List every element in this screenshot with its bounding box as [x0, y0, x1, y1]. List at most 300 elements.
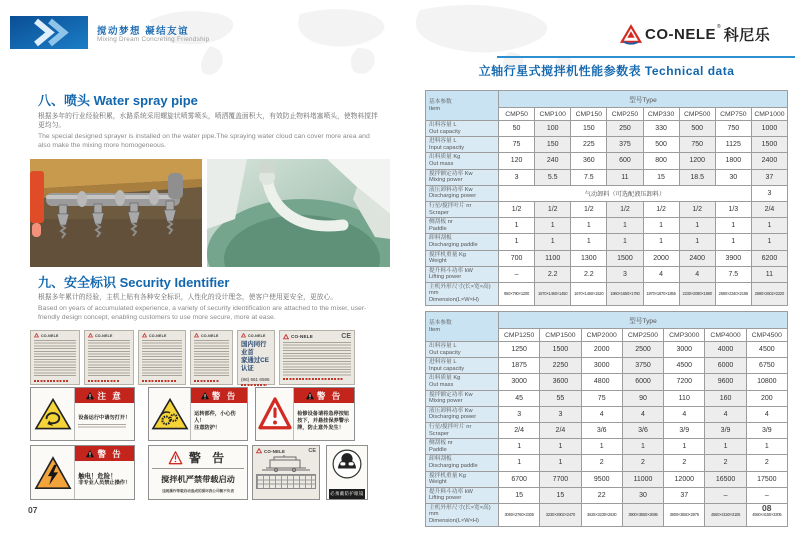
table-cell: 1 [751, 234, 787, 250]
page-number-right: 08 [762, 503, 772, 513]
table-cell: 1 [540, 439, 581, 455]
table-cell: 1 [499, 439, 540, 455]
table-cell: 1500 [540, 342, 581, 358]
no-load-sub-text: 违规操作带载启动造成的损坏我公司概不负责 [162, 489, 234, 493]
table-cell: 7.5 [715, 266, 751, 282]
table-cell: 6200 [751, 250, 787, 266]
alert-triangle-icon [306, 392, 314, 400]
warning-header: 注 意 [97, 390, 123, 401]
table-cell: 1 [535, 218, 571, 234]
warning-no-load-start [148, 445, 248, 500]
table-cell: 4560×4150×3305 [746, 503, 787, 526]
warning-service-stop [255, 387, 355, 441]
table-cell: 2000 [581, 342, 622, 358]
nameplate-4 [190, 330, 233, 385]
table-cell: – [499, 266, 535, 282]
table-cell: 1100 [535, 250, 571, 266]
model-header: CMP330 [643, 108, 679, 121]
row-label: 出料质量 Kg Out mass [426, 153, 499, 169]
row-label: 出料容量 L Out capacity [426, 342, 499, 358]
table-cell: 1 [679, 218, 715, 234]
table-cell: 4 [664, 406, 705, 422]
brand-logo [620, 24, 770, 45]
table-cell: 6000 [705, 358, 746, 374]
table-cell: 15 [499, 487, 540, 503]
table-cell: 700 [499, 250, 535, 266]
warning-text: 设备运行中请勿打开！ [78, 414, 131, 421]
plate-logo-icon [88, 333, 93, 338]
model-header: CMP100 [535, 108, 571, 121]
table-cell: 1/2 [499, 201, 535, 217]
plate-logo-icon [194, 333, 199, 338]
model-header: CMP4000 [705, 329, 746, 342]
table-cell: 18.5 [679, 169, 715, 185]
table-cell: 22 [581, 487, 622, 503]
table-cell: 3000 [664, 342, 705, 358]
table-cell: 1 [571, 218, 607, 234]
goggles-icon [332, 449, 362, 479]
table-cell: 600 [607, 153, 643, 169]
table-cell: 1 [607, 234, 643, 250]
table-cell: 16500 [705, 471, 746, 487]
table-cell: 3230×2902×2470 [540, 503, 581, 526]
warning-electric-shock [30, 445, 135, 500]
model-header: CMP2500 [622, 329, 663, 342]
table-cell: 3 [751, 185, 787, 201]
table-cell: 3 [499, 406, 540, 422]
table-cell: 45 [499, 390, 540, 406]
row-label: 主机外形尺寸(长×宽×高) mm Dimension(L×W×H) [426, 282, 499, 305]
table-cell: 30 [622, 487, 663, 503]
table-cell: 2 [622, 455, 663, 471]
table-cell: 1 [499, 455, 540, 471]
table-cell: 1000 [751, 121, 787, 137]
slogan-en: Mixing Dream Concreting Friendship [97, 36, 210, 43]
table-cell: 17500 [746, 471, 787, 487]
table-cell: 1/2 [643, 201, 679, 217]
row-label: 液压卸料功率 Kw Discharging power [426, 185, 499, 201]
exclamation-triangle-icon [168, 451, 183, 465]
table-cell: 5.5 [535, 169, 571, 185]
company-logo-mark [10, 16, 88, 49]
table-cell: 4 [622, 406, 663, 422]
table-cell: 2/4 [499, 422, 540, 438]
table-cell: 4 [746, 406, 787, 422]
table-cell: 2580×2340×2195 [715, 282, 751, 305]
warning-text: 注意防护！ [194, 425, 221, 431]
model-header: CMP50 [499, 108, 535, 121]
warning-text: 检修设备请将急停按钮 [297, 411, 350, 417]
table-cell: 15 [540, 487, 581, 503]
table-cell: 4500 [746, 342, 787, 358]
table-cell: 3/9 [664, 422, 705, 438]
electric-hazard-icon [34, 455, 72, 491]
type-header: 型号Type [499, 91, 788, 108]
warning-text: 按下，并悬挂保养警示 [297, 418, 350, 424]
alert-triangle-icon [201, 392, 209, 400]
model-header: CMP3000 [664, 329, 705, 342]
model-header: CMP1250 [499, 329, 540, 342]
row-label: 进料容量 L Input capacity [426, 358, 499, 374]
nameplate-3 [138, 330, 186, 385]
table-cell: 750 [679, 137, 715, 153]
row-label: 提升料斗功率 kW Lifting power [426, 266, 499, 282]
table-cell: 37 [751, 169, 787, 185]
table-cell: 1 [643, 218, 679, 234]
table-cell: 2 [705, 455, 746, 471]
table-row [426, 169, 788, 185]
table-row [426, 266, 788, 282]
table-cell: 10800 [746, 374, 787, 390]
table-cell: 3/9 [746, 422, 787, 438]
row-label: 进料容量 L Input capacity [426, 137, 499, 153]
table-cell: 375 [607, 137, 643, 153]
item-header: 基本参数 Item [426, 312, 499, 342]
model-header: CMP250 [607, 108, 643, 121]
table-cell: 2230×2080×1880 [679, 282, 715, 305]
row-label: 提升料斗功率 kW Lifting power [426, 487, 499, 503]
table-cell: 1 [643, 234, 679, 250]
table-cell: 1800 [715, 153, 751, 169]
table-row [426, 201, 788, 217]
plate-brand: CO-NELE [291, 334, 314, 339]
table-cell: 4 [705, 406, 746, 422]
plate-logo-icon [283, 334, 289, 340]
model-header: CMP4500 [746, 329, 787, 342]
table-cell: 1 [715, 218, 751, 234]
table-cell: 1 [679, 234, 715, 250]
mixer-diagram [256, 454, 316, 472]
table-cell: 1125 [715, 137, 751, 153]
row-label: 液压卸料功率 Kw Discharging power [426, 406, 499, 422]
table-cell: 100 [535, 121, 571, 137]
table-cell: 3000 [499, 374, 540, 390]
rotation-hazard-icon [34, 397, 72, 431]
model-header: CMP150 [571, 108, 607, 121]
table-cell: 6700 [499, 471, 540, 487]
no-load-main-text: 搅拌机严禁带载启动 [161, 475, 235, 484]
table-cell: 7.5 [571, 169, 607, 185]
ce-machine-nameplate [252, 445, 320, 500]
table-row [426, 218, 788, 234]
table-row [426, 439, 788, 455]
table-cell: 1 [499, 218, 535, 234]
model-header: CMP1000 [751, 108, 787, 121]
warning-rotating-parts [30, 387, 135, 441]
table-cell: 1/3 [715, 201, 751, 217]
table-cell: 1 [715, 234, 751, 250]
table-cell: 2000 [643, 250, 679, 266]
table-cell: 3625×3230×2630 [581, 503, 622, 526]
table-row [426, 390, 788, 406]
table-cell: 4 [679, 266, 715, 282]
table-row [426, 153, 788, 169]
table-cell: 3/6 [622, 422, 663, 438]
cert-phone: (86) 661 6566 [241, 377, 270, 382]
warning-moving-gears [148, 387, 248, 441]
table-cell: 6750 [746, 358, 787, 374]
model-header: CMP2000 [581, 329, 622, 342]
brand-name-cn: 科尼乐 [723, 27, 771, 44]
safety-body-cn: 根据多年累计的经验，主机上贴有各种安全标识，人性化的设计理念，使客户使用更安全，更放心。 [38, 294, 338, 301]
brand-triangle-icon [620, 24, 642, 45]
table-cell: 3 [540, 406, 581, 422]
plate-brand: CO-NELE [201, 333, 219, 338]
row-label: 侧刮板 nr Paddle [426, 439, 499, 455]
table-cell: 3 [499, 169, 535, 185]
row-label: 卸料刮板 Discharging paddle [426, 455, 499, 471]
row-label: 主机外形尺寸(长×宽×高) mm Dimension(L×W×H) [426, 503, 499, 526]
table-row [426, 121, 788, 137]
table-cell: 4000 [705, 342, 746, 358]
slogan-cn: 搅动梦想 凝结友谊 [97, 26, 190, 37]
table-cell: 4 [581, 406, 622, 422]
table-cell: 55 [540, 390, 581, 406]
goggles-mandatory-sign [326, 445, 368, 500]
table-cell: 7700 [540, 471, 581, 487]
technical-table-small-models [425, 90, 788, 306]
plate-brand: CO-NELE [95, 333, 113, 338]
goggles-text: 必须戴防护眼镜 [329, 489, 365, 499]
table-cell: 11000 [622, 471, 663, 487]
cert-text-line2: 家通过CE认证 [241, 357, 270, 372]
header-divider [497, 56, 795, 58]
table-row [426, 358, 788, 374]
table-cell: 330 [643, 121, 679, 137]
item-header: 基本参数 Item [426, 91, 499, 121]
plate-logo-icon [34, 333, 39, 338]
table-cell: 1/2 [607, 201, 643, 217]
table-cell: 9500 [581, 471, 622, 487]
table-row [426, 185, 788, 201]
warning-text: 运转部件，小心伤人！ [194, 411, 236, 424]
table-cell: 2250 [540, 358, 581, 374]
warning-header: 警 告 [316, 390, 343, 401]
plate-brand: CO-NELE [264, 448, 286, 454]
type-header: 型号Type [499, 312, 788, 329]
warning-text: 非专业人员禁止操作！ [78, 480, 131, 486]
table-cell: 1 [540, 455, 581, 471]
table-cell: 1670×1460×1620 [571, 282, 607, 305]
spray-body-en: The special designed sprayer is installed on the water pipe.The spraying water cloud can cover more area and also make the mixing more homogeneous. [38, 133, 370, 149]
table-cell: 3750 [622, 358, 663, 374]
table-row [426, 250, 788, 266]
table-cell: 1 [499, 234, 535, 250]
ce-mark: CE [308, 448, 316, 454]
table-cell: 1875 [499, 358, 540, 374]
table-row [426, 282, 788, 305]
table-cell: 9600 [705, 374, 746, 390]
section-title-safety: 九、安全标识 Security Identifier [38, 275, 230, 290]
row-label: 搅拌额定功率 Kw Mixing power [426, 390, 499, 406]
table-cell: 4 [643, 266, 679, 282]
warning-header: 警 告 [211, 390, 238, 401]
table-cell: 7200 [664, 374, 705, 390]
table-cell: 6000 [622, 374, 663, 390]
warning-header: 警 告 [188, 451, 229, 465]
table-cell: 1 [746, 439, 787, 455]
table-cell: 2400 [679, 250, 715, 266]
table-cell: 1200 [679, 153, 715, 169]
row-label: 出料质量 Kg Out mass [426, 374, 499, 390]
table-cell: 2500 [622, 342, 663, 358]
table-cell: 1870×1870×1855 [643, 282, 679, 305]
table-cell: 500 [679, 121, 715, 137]
table-cell: 12000 [664, 471, 705, 487]
photo-mixer-interior [207, 159, 390, 267]
table-cell: 3900 [715, 250, 751, 266]
table-cell: 1 [705, 439, 746, 455]
alert-triangle-icon [86, 450, 94, 458]
table-cell: 950×790×1200 [499, 282, 535, 305]
table-cell: 3600 [540, 374, 581, 390]
table-cell: 3060×2760×2305 [499, 503, 540, 526]
section-body-spray [38, 112, 383, 150]
nameplate-ce-big [279, 330, 355, 385]
safety-body-en: Based on years of accumulated experience, a variety of security identification are attached to the mixer, user-friendly design concept, enabling customers to use more secure, more at ease. [38, 305, 367, 321]
table-row [426, 406, 788, 422]
table-cell: 2 [581, 455, 622, 471]
table-cell: 1300 [571, 250, 607, 266]
table-cell: 1 [535, 234, 571, 250]
table-cell: 4800 [581, 374, 622, 390]
table-cell: 3900×3550×2695 [622, 503, 663, 526]
table-cell: 37 [664, 487, 705, 503]
table-cell: 3 [607, 266, 643, 282]
table-cell: 2.2 [535, 266, 571, 282]
table-cell: 11 [607, 169, 643, 185]
technical-table-large-models [425, 311, 788, 527]
table-cell: 1250 [499, 342, 540, 358]
table-cell: 3/6 [581, 422, 622, 438]
table-cell: 2400 [751, 153, 787, 169]
table-cell: 1 [751, 218, 787, 234]
table-cell: 500 [643, 137, 679, 153]
row-label: 卸料刮板 Discharging paddle [426, 234, 499, 250]
brand-name-en: CO-NELE [645, 26, 716, 43]
table-cell: – [746, 487, 787, 503]
table-cell: 120 [499, 153, 535, 169]
table-cell: 150 [535, 137, 571, 153]
model-header: CMP1500 [540, 329, 581, 342]
table-cell: 1960×1650×1780 [607, 282, 643, 305]
plate-brand: CO-NELE [248, 333, 266, 338]
section-body-safety [38, 293, 383, 322]
row-label: 侧刮板 nr Paddle [426, 218, 499, 234]
table-row [426, 374, 788, 390]
row-label: 行星/搅拌叶片 nr Scraper [426, 201, 499, 217]
table-cell: 4500 [664, 358, 705, 374]
warning-header: 警 告 [97, 448, 123, 459]
table-cell: 1670×1460×1450 [535, 282, 571, 305]
table-cell: 150 [571, 121, 607, 137]
table-cell: 1/2 [535, 201, 571, 217]
table-cell: 11 [751, 266, 787, 282]
table-cell: 30 [715, 169, 751, 185]
plate-brand: CO-NELE [149, 333, 167, 338]
exclamation-triangle-icon [258, 397, 292, 431]
table-cell: 110 [664, 390, 705, 406]
table-row [426, 234, 788, 250]
row-label: 搅拌机重量 Kg Weight [426, 250, 499, 266]
table-row [426, 137, 788, 153]
table-cell: 750 [715, 121, 751, 137]
row-label: 行星/搅拌叶片 nr Scraper [426, 422, 499, 438]
model-header: CMP750 [715, 108, 751, 121]
table-cell-span: 气动卸料（可选配液压卸料） [499, 185, 752, 201]
photo-spray-nozzles [30, 159, 202, 267]
table-cell: 50 [499, 121, 535, 137]
table-cell: 75 [499, 137, 535, 153]
table-cell: 2 [746, 455, 787, 471]
table-cell: 75 [581, 390, 622, 406]
warning-text: 牌，防止意外发生！ [297, 425, 344, 431]
table-cell: 2690×2602×2220 [751, 282, 787, 305]
table-cell: 2.2 [571, 266, 607, 282]
section-title-spray: 八、喷头 Water spray pipe [38, 93, 198, 108]
plate-logo-icon [142, 333, 147, 338]
row-label: 搅拌机重量 Kg Weight [426, 471, 499, 487]
table-cell: 225 [571, 137, 607, 153]
table-cell: 1 [607, 218, 643, 234]
table-cell: 15 [643, 169, 679, 185]
table-cell: 1 [581, 439, 622, 455]
alert-triangle-icon [86, 392, 94, 400]
ce-mark: CE [341, 333, 351, 340]
table-cell: 1 [571, 234, 607, 250]
nameplate-ce-cert [237, 330, 275, 385]
plate-brand: CO-NELE [41, 333, 59, 338]
table-cell: 3/9 [705, 422, 746, 438]
table-row [426, 487, 788, 503]
table-cell: 1/2 [571, 201, 607, 217]
table-cell: 3900×3550×2975 [664, 503, 705, 526]
table-cell: – [705, 487, 746, 503]
technical-data-title: 立轴行星式搅拌机性能参数表 Technical data [478, 64, 735, 78]
nameplate-spec-grid [256, 474, 316, 489]
table-cell: 1 [622, 439, 663, 455]
table-cell: 1500 [751, 137, 787, 153]
table-cell: 90 [622, 390, 663, 406]
row-label: 搅拌额定功率 Kw Mixing power [426, 169, 499, 185]
row-label: 出料容量 L Out capacity [426, 121, 499, 137]
table-cell: 240 [535, 153, 571, 169]
table-row [426, 455, 788, 471]
table-cell: 3000 [581, 358, 622, 374]
table-cell: 2/4 [751, 201, 787, 217]
table-cell: 4560×4150×3105 [705, 503, 746, 526]
table-cell: 2/4 [540, 422, 581, 438]
warning-text: 触电！危险！ [78, 473, 117, 480]
registered-mark: ® [717, 24, 721, 30]
plate-logo-icon [241, 333, 246, 338]
table-cell: 1/2 [679, 201, 715, 217]
table-cell: 160 [705, 390, 746, 406]
table-cell: 1 [664, 439, 705, 455]
table-cell: 2 [664, 455, 705, 471]
gear-hazard-icon [151, 397, 189, 431]
table-cell: 800 [643, 153, 679, 169]
table-cell: 360 [571, 153, 607, 169]
spray-body-cn: 根据多年的行业经验积累，水路系统采用螺旋状喷雾喷头，喷洒覆盖面积大，有效防止物料堵塞喷头，使物料搅拌更均匀。 [38, 113, 378, 129]
table-row [426, 342, 788, 358]
table-cell: 250 [607, 121, 643, 137]
nameplate-2 [84, 330, 134, 385]
table-row [426, 471, 788, 487]
table-cell: 1500 [607, 250, 643, 266]
nameplate-1 [30, 330, 80, 385]
table-row [426, 503, 788, 526]
